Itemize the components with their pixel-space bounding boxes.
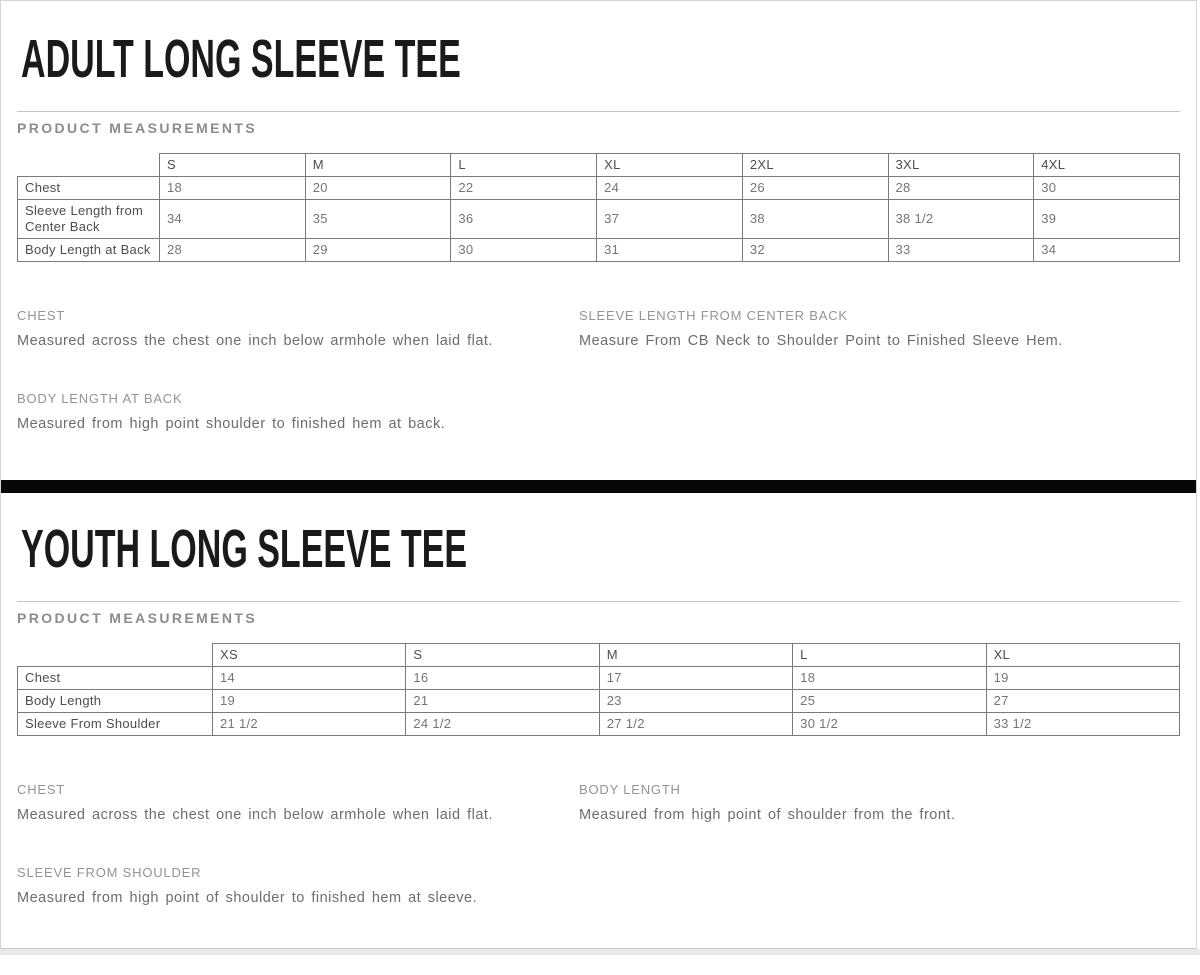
section-divider-bar: [1, 480, 1196, 493]
definition-description: Measured from high point of shoulder to finished hem at sleeve.: [17, 890, 478, 906]
measurement-value-cell: 38: [742, 200, 888, 239]
measurement-value-cell: 19: [986, 667, 1179, 690]
section-adult-long-sleeve-tee: [1, 1, 1196, 480]
measurement-row-label: Sleeve Length from Center Back: [18, 200, 160, 239]
measurement-value-cell: 34: [160, 200, 306, 239]
measurement-value-cell: 24: [597, 177, 743, 200]
size-column-header: 4XL: [1034, 154, 1180, 177]
measurement-value-cell: 28: [160, 239, 306, 262]
measurement-value-cell: 25: [793, 690, 986, 713]
section-youth-long-sleeve-tee: [1, 493, 1196, 948]
adult-size-table: [17, 153, 1180, 262]
measurement-value-cell: 16: [406, 667, 599, 690]
size-column-header: 3XL: [888, 154, 1034, 177]
measurement-value-cell: 37: [597, 200, 743, 239]
definition-term: SLEEVE FROM SHOULDER: [17, 865, 202, 880]
definition-body-length: [17, 390, 579, 433]
measurement-value-cell: 23: [599, 690, 792, 713]
measurement-value-cell: 18: [793, 667, 986, 690]
definition-description: Measured across the chest one inch below armhole when laid flat.: [17, 333, 493, 349]
definition-description: Measured across the chest one inch below armhole when laid flat.: [17, 807, 493, 823]
measurement-value-cell: 18: [160, 177, 306, 200]
definition-term: BODY LENGTH AT BACK: [17, 391, 183, 406]
measurement-value-cell: 27 1/2: [599, 713, 792, 736]
measurement-value-cell: 20: [305, 177, 451, 200]
measurement-row: [18, 667, 1180, 690]
measurement-value-cell: 21: [406, 690, 599, 713]
size-column-header: 2XL: [742, 154, 888, 177]
size-column-header: XL: [986, 644, 1179, 667]
size-header-row: [18, 644, 1180, 667]
measurement-value-cell: 30 1/2: [793, 713, 986, 736]
table-corner-blank: [18, 154, 160, 177]
measurement-value-cell: 17: [599, 667, 792, 690]
measurement-value-cell: 32: [742, 239, 888, 262]
size-column-header: M: [305, 154, 451, 177]
page-title: ADULT LONG SLEEVE TEE: [21, 29, 461, 89]
measurement-value-cell: 22: [451, 177, 597, 200]
definition-description: Measured from high point of shoulder from the front.: [579, 807, 956, 823]
measurement-row-label: Sleeve From Shoulder: [18, 713, 213, 736]
size-column-header: S: [160, 154, 306, 177]
measurement-row: [18, 200, 1180, 239]
measurement-definitions: [17, 307, 1180, 433]
measurement-row-label: Chest: [18, 667, 213, 690]
measurement-value-cell: 26: [742, 177, 888, 200]
measurement-row: [18, 713, 1180, 736]
definition-term: CHEST: [17, 308, 66, 323]
definition-chest: [17, 307, 579, 350]
youth-size-table: [17, 643, 1180, 736]
table-corner-blank: [18, 644, 213, 667]
divider-line: [17, 111, 1180, 112]
measurement-row-label: Chest: [18, 177, 160, 200]
measurement-definitions: [17, 781, 1180, 907]
measurement-value-cell: 21 1/2: [213, 713, 406, 736]
product-measurements-heading: PRODUCT MEASUREMENTS: [17, 120, 258, 136]
measurement-value-cell: 14: [213, 667, 406, 690]
measurement-value-cell: 34: [1034, 239, 1180, 262]
definition-chest: [17, 781, 579, 824]
definition-term: BODY LENGTH: [579, 782, 681, 797]
bottom-strip: [0, 949, 1200, 955]
definition-term: CHEST: [17, 782, 66, 797]
measurement-row-label: Body Length: [18, 690, 213, 713]
size-column-header: S: [406, 644, 599, 667]
measurement-value-cell: 36: [451, 200, 597, 239]
definition-sleeve-length: [579, 307, 1180, 350]
measurement-value-cell: 30: [451, 239, 597, 262]
size-header-row: [18, 154, 1180, 177]
measurement-value-cell: 27: [986, 690, 1179, 713]
measurement-value-cell: 19: [213, 690, 406, 713]
size-column-header: L: [793, 644, 986, 667]
measurement-value-cell: 33 1/2: [986, 713, 1179, 736]
measurement-value-cell: 38 1/2: [888, 200, 1034, 239]
definition-description: Measured from high point shoulder to finished hem at back.: [17, 416, 446, 432]
measurement-value-cell: 35: [305, 200, 451, 239]
size-column-header: M: [599, 644, 792, 667]
measurement-value-cell: 30: [1034, 177, 1180, 200]
definition-sleeve-from-shoulder: [17, 864, 579, 907]
definition-description: Measure From CB Neck to Shoulder Point to Finished Sleeve Hem.: [579, 333, 1063, 349]
measurement-row: [18, 177, 1180, 200]
definition-term: SLEEVE LENGTH FROM CENTER BACK: [579, 308, 848, 323]
measurement-row: [18, 239, 1180, 262]
definition-body-length: [579, 781, 1180, 824]
measurement-row: [18, 690, 1180, 713]
measurement-value-cell: 29: [305, 239, 451, 262]
measurement-value-cell: 33: [888, 239, 1034, 262]
measurement-value-cell: 24 1/2: [406, 713, 599, 736]
size-column-header: L: [451, 154, 597, 177]
product-measurements-heading: PRODUCT MEASUREMENTS: [17, 610, 258, 626]
size-column-header: XS: [213, 644, 406, 667]
size-column-header: XL: [597, 154, 743, 177]
measurement-value-cell: 28: [888, 177, 1034, 200]
page-title: YOUTH LONG SLEEVE TEE: [21, 519, 468, 579]
divider-line: [17, 601, 1180, 602]
measurement-value-cell: 39: [1034, 200, 1180, 239]
measurement-value-cell: 31: [597, 239, 743, 262]
measurement-row-label: Body Length at Back: [18, 239, 160, 262]
